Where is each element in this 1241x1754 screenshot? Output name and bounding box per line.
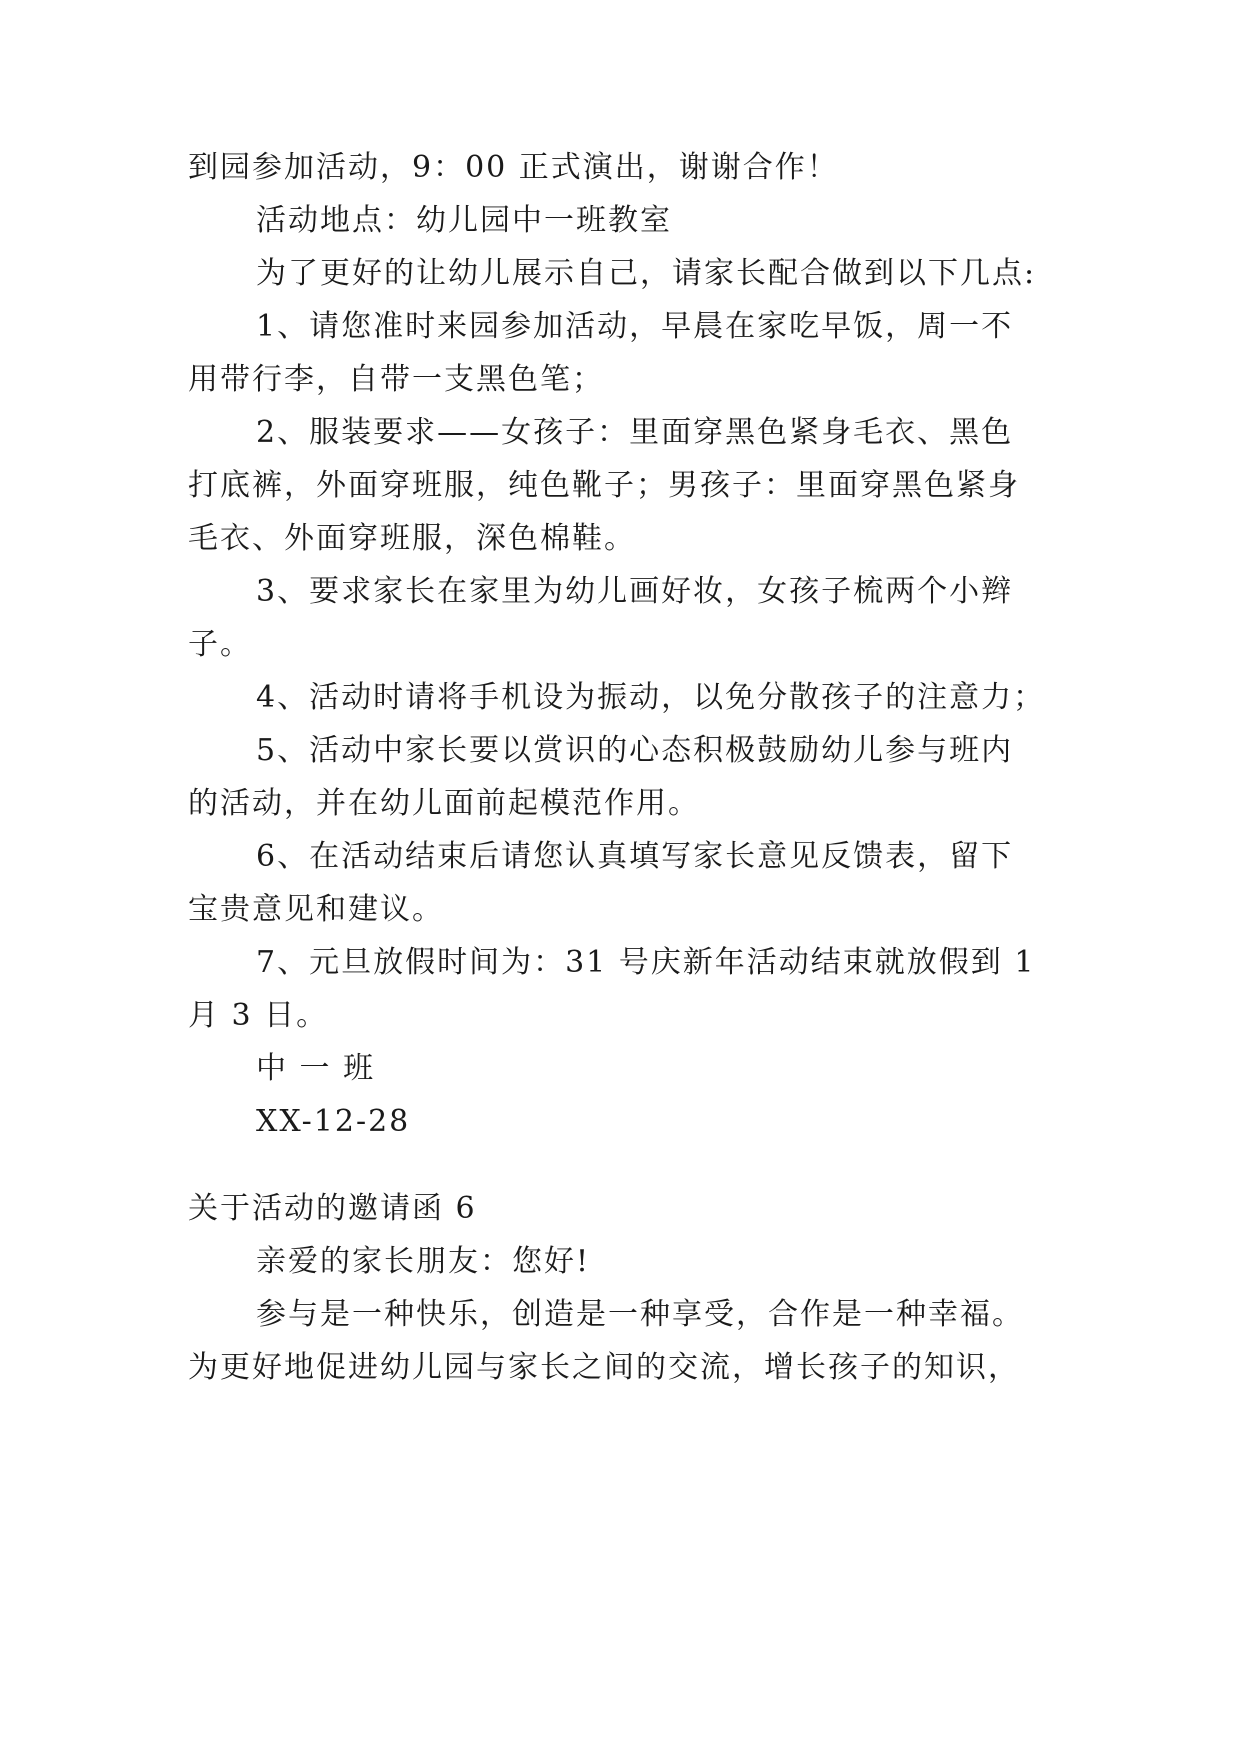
section-heading: 关于活动的邀请函 6 (188, 1191, 477, 1226)
text-line-5: 用带行李，自带一支黑色笔； (188, 362, 604, 397)
signature-class: 中 一 班 (256, 1051, 376, 1086)
text-line-8: 毛衣、外面穿班服，深色棉鞋。 (188, 521, 636, 556)
text-line-14: 6、在活动结束后请您认真填写家长意见反馈表，留下 (256, 839, 1014, 874)
text-line-7: 打底裤，外面穿班服，纯色靴子；男孩子：里面穿黑色紧身 (188, 468, 1020, 503)
text-line-2: 活动地点：幼儿园中一班教室 (256, 203, 672, 238)
text-line-11: 4、活动时请将手机设为振动，以免分散孩子的注意力； (256, 680, 1046, 715)
text-line-13: 的活动，并在幼儿面前起模范作用。 (188, 786, 700, 821)
text-line-4: 1、请您准时来园参加活动，早晨在家吃早饭，周一不 (256, 309, 1014, 344)
text-line-22: 参与是一种快乐，创造是一种享受，合作是一种幸福。 (256, 1297, 1024, 1332)
text-line-6: 2、服装要求——女孩子：里面穿黑色紧身毛衣、黑色 (256, 415, 1014, 450)
text-line-16: 7、元旦放假时间为：31 号庆新年活动结束就放假到 1 (256, 945, 1036, 980)
text-line-15: 宝贵意见和建议。 (188, 892, 444, 927)
greeting-line: 亲爱的家长朋友：您好! (256, 1244, 591, 1279)
text-line-23: 为更好地促进幼儿园与家长之间的交流，增长孩子的知识， (188, 1350, 1020, 1385)
text-line-10: 子。 (188, 627, 252, 662)
text-line-1: 到园参加活动，9：00 正式演出，谢谢合作！ (188, 150, 839, 185)
text-line-9: 3、要求家长在家里为幼儿画好妆，女孩子梳两个小辫 (256, 574, 1014, 609)
text-line-12: 5、活动中家长要以赏识的心态积极鼓励幼儿参与班内 (256, 733, 1014, 768)
signature-date: XX-12-28 (256, 1104, 411, 1139)
text-line-3: 为了更好的让幼儿展示自己，请家长配合做到以下几点: (256, 256, 1037, 291)
text-line-17: 月 3 日。 (188, 998, 329, 1033)
